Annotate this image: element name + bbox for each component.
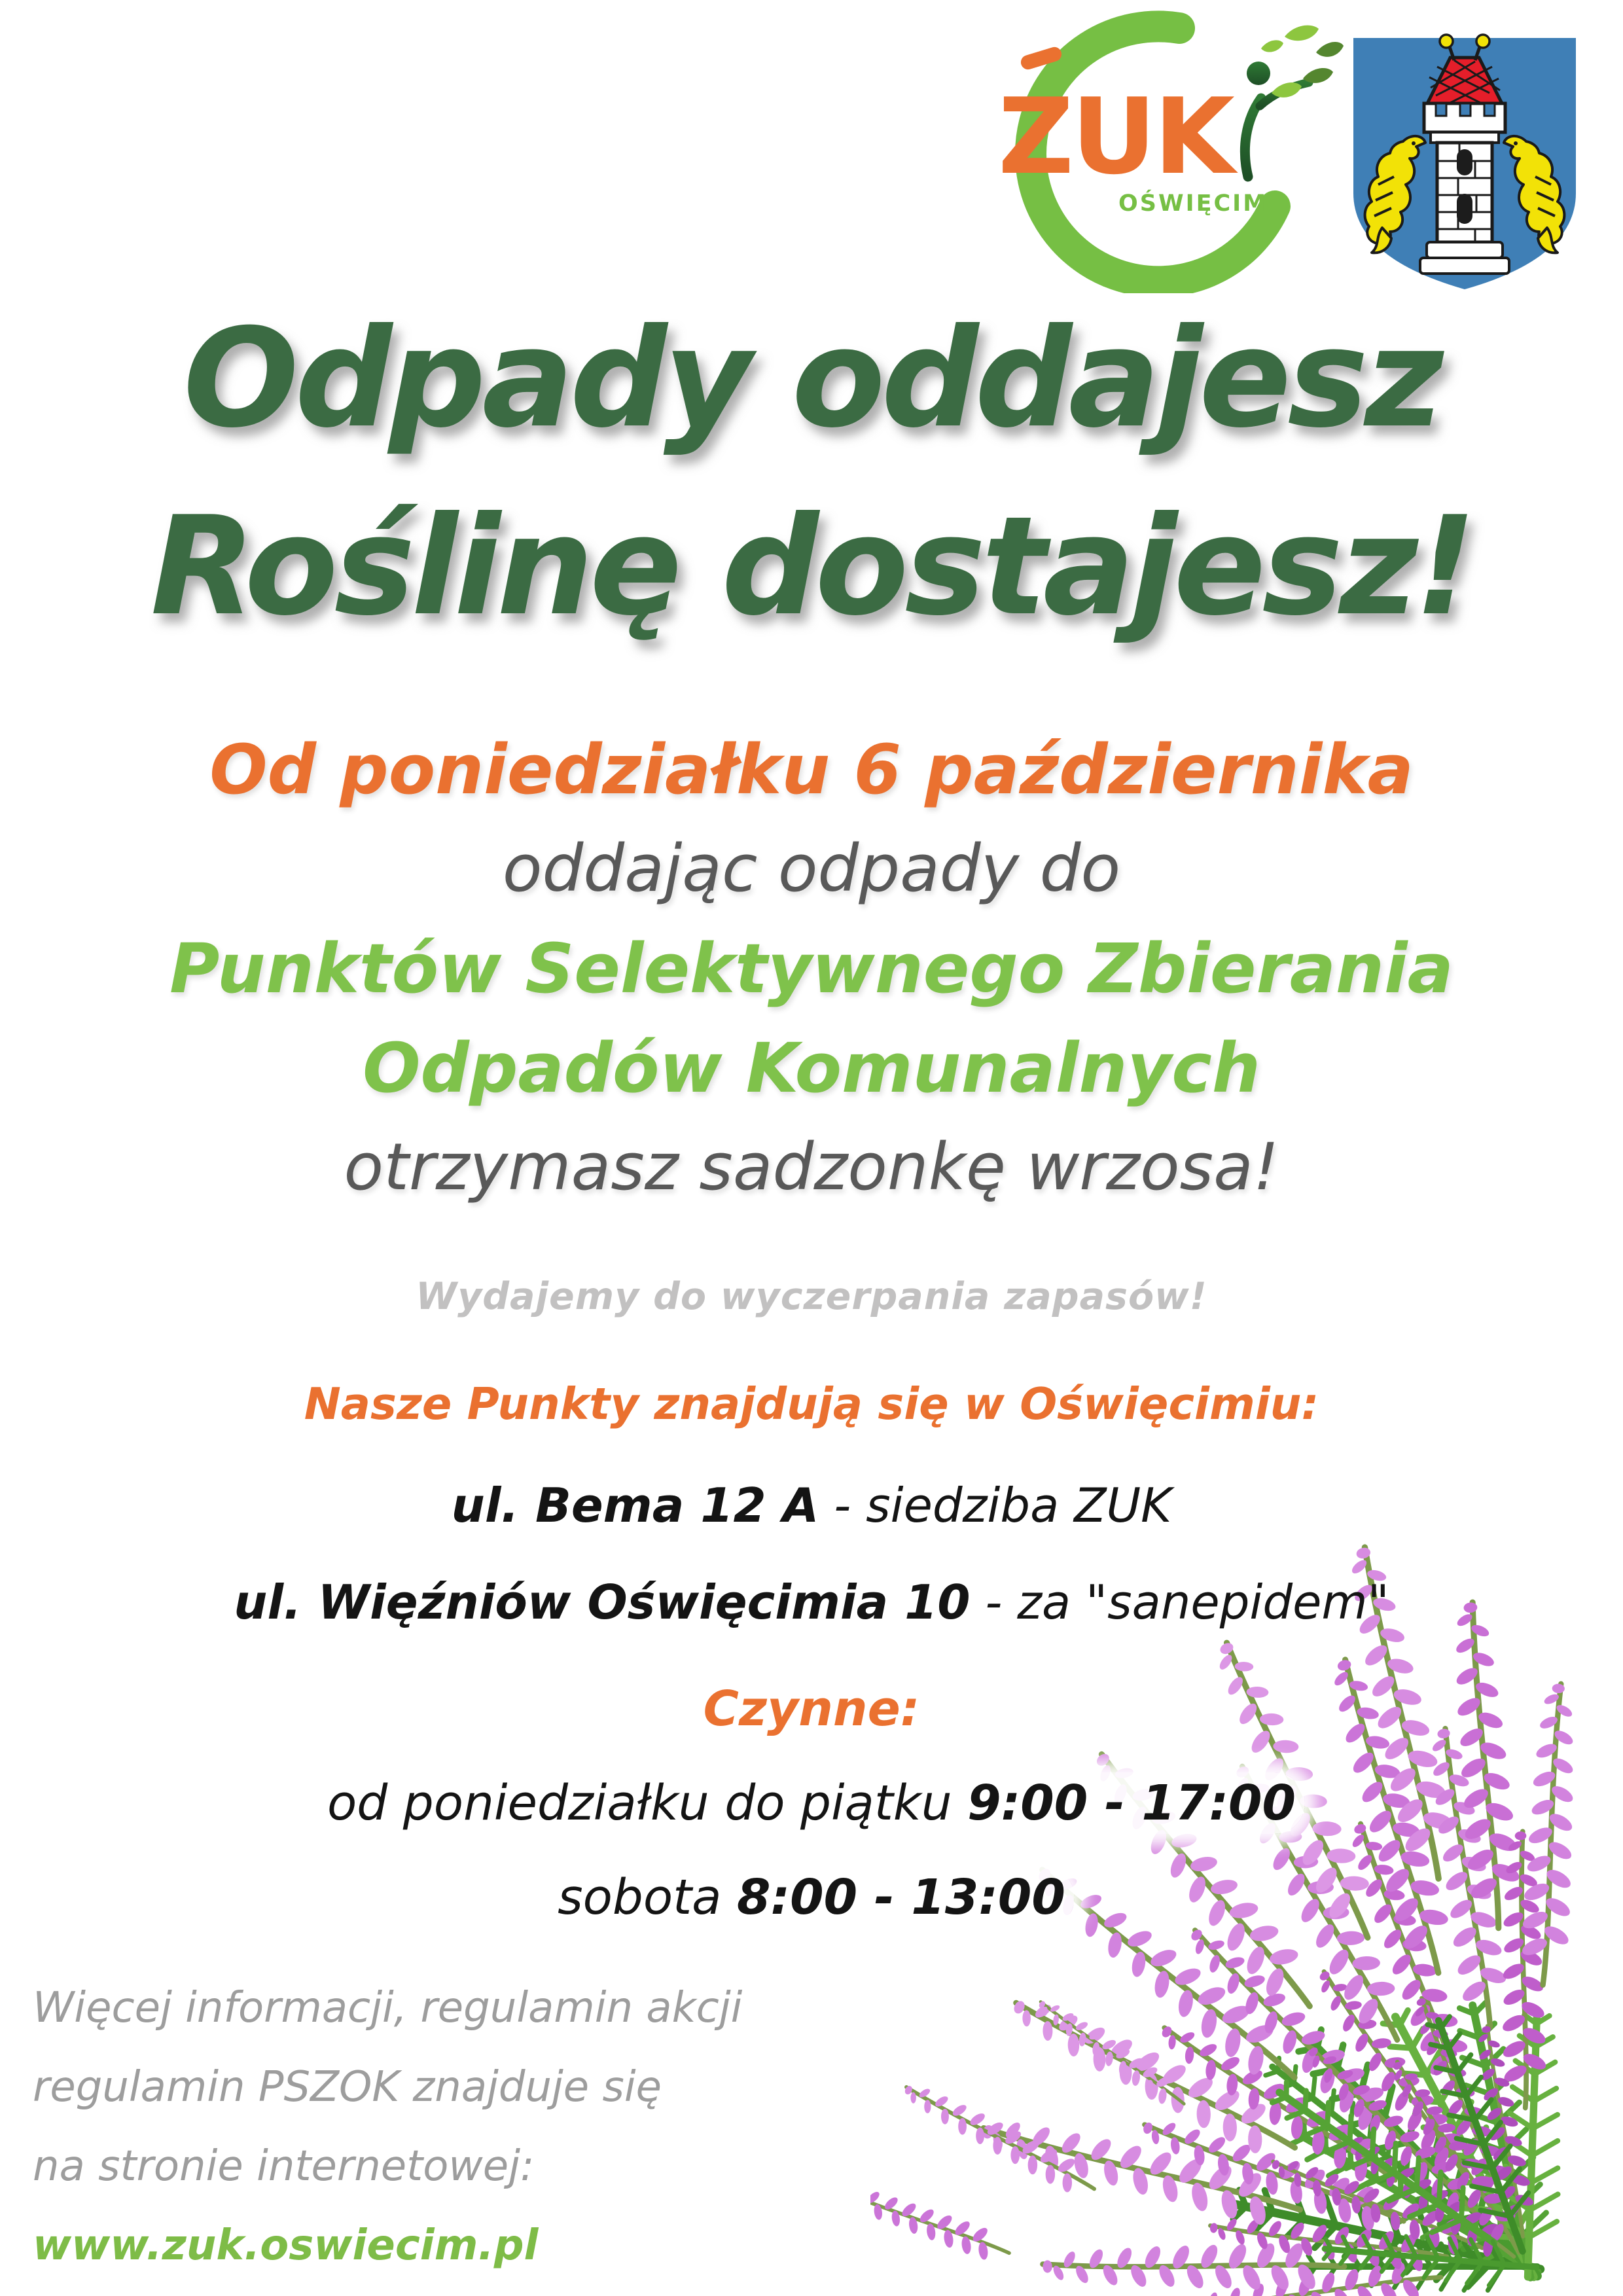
- poster-headline: [0, 285, 1623, 661]
- address2-detail: - za "sanepidem": [985, 1575, 1389, 1630]
- hours-saturday-line: [0, 1869, 1623, 1926]
- hours-saturday-days: sobota: [558, 1869, 722, 1926]
- address1-detail: - siedziba ZUK: [834, 1478, 1172, 1533]
- hours-weekdays-line: [0, 1775, 1623, 1831]
- opening-hours-label: Czynne:: [703, 1681, 920, 1737]
- intro-block: [0, 720, 1623, 1217]
- footer-line3: na stronie internetowej:: [33, 2142, 535, 2191]
- intro-receive-line: otrzymasz sadzonkę wrzosa!: [344, 1130, 1279, 1205]
- address2-street: ul. Więźniów Oświęcimia 10: [234, 1575, 971, 1630]
- footer-line1: Więcej informacji, regulamin akcji: [33, 1984, 743, 2032]
- headline-line2: Roślinę dostajesz!: [150, 488, 1473, 647]
- collection-points-block: [0, 1378, 1623, 1964]
- headline-line1: Odpady oddajesz: [183, 300, 1440, 458]
- hours-saturday-time: 8:00 - 13:00: [737, 1869, 1065, 1926]
- hours-weekdays-time: 9:00 - 17:00: [967, 1775, 1296, 1831]
- stock-note: Wydajemy do wyczerpania zapasów!: [416, 1275, 1207, 1318]
- footer-block: [33, 1969, 742, 2286]
- zuk-wordmark: ZUK: [998, 75, 1232, 198]
- address-line-2: [0, 1575, 1623, 1630]
- hours-saturday-halo: [548, 1867, 1075, 1928]
- zuk-city-label: OŚWIĘCIM: [1118, 190, 1268, 217]
- pszok-line1: Punktów Selektywnego Zbierania: [169, 929, 1454, 1009]
- hours-weekdays-days: od poniedziałku do piątku: [327, 1775, 952, 1831]
- zuk-logo: [978, 8, 1345, 293]
- oswiecim-coat-of-arms: [1347, 33, 1582, 295]
- eco-person-icon: [1245, 26, 1344, 177]
- hours-weekdays-halo: [318, 1772, 1305, 1834]
- address1-street: ul. Bema 12 A: [451, 1478, 819, 1533]
- intro-give-line: oddając odpady do: [502, 831, 1121, 906]
- footer-line2: regulamin PSZOK znajduje się: [33, 2063, 662, 2111]
- website-url[interactable]: www.zuk.oswiecim.pl: [33, 2221, 539, 2270]
- address-line-1: [0, 1478, 1623, 1533]
- start-date-line: Od poniedziałku 6 października: [209, 730, 1414, 810]
- pszok-line2: Odpadów Komunalnych: [363, 1028, 1260, 1108]
- points-title: Nasze Punkty znajdują się w Oświęcimiu:: [304, 1378, 1319, 1429]
